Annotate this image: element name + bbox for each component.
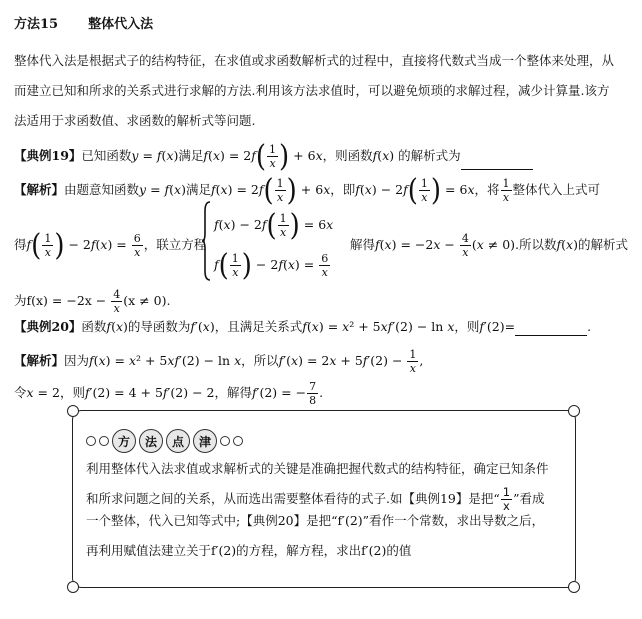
example-19: 【典例19】已知函数y = f(x)满足f(x) = 2f( $\frac{1}{x}$ ) + 6x，则函数f(x) 的解析式为 xyxy=(14,143,533,170)
example-20-tag: 【典例20】 xyxy=(14,319,82,334)
solution-19-line-3: 为f(x) = −2x − $\frac{4}{x}$ (x ≠ 0). xyxy=(14,288,171,315)
dot-icon xyxy=(99,436,109,446)
example-19-tag: 【典例19】 xyxy=(14,148,82,163)
solution-19-line-2b: 解得f(x) = −2x − $\frac{4}{x}$ (x ≠ 0).所以数f(x)的解析式 xyxy=(350,232,629,259)
solution-19-line-2a: 得f( $\frac{1}{x}$ ) − 2f(x) = $\frac{6}{x}$ ，联立方程 xyxy=(14,228,207,263)
intro-line-2: 而建立已知和所求的关系式进行求解的方法.利用该方法求值时，可以避免烦琐的求解过程，减少计算量.该方 xyxy=(14,83,610,98)
intro-line-1: 整体代入法是根据式子的结构特征，在求值或求函数解析式的过程中，直接将代数式当成一个整体来处理，从 xyxy=(14,53,615,68)
system-brace xyxy=(201,201,211,281)
tips-line-3: 一个整体，代入已知等式中;【典例20】是把“f′(2)”看作一个常数，求出导数之后， xyxy=(86,513,545,528)
system-eq-1: f(x) − 2f( $\frac{1}{x}$ ) = 6x xyxy=(214,208,334,243)
box-corner xyxy=(67,405,79,417)
box-corner xyxy=(67,581,79,593)
tips-line-1: 利用整体代入法求值或求解析式的关键是准确把握代数式的结构特征，确定已知条件 xyxy=(86,461,549,476)
intro-line-3: 法适用于求函数值、求函数的解析式等问题. xyxy=(14,113,256,128)
example-20: 【典例20】函数f(x)的导函数为f′(x)，且满足关系式f(x) = x² + 5xf′(2) − ln x，则f′(2)= . xyxy=(14,319,592,334)
answer-blank-20 xyxy=(515,323,587,336)
tips-line-2: 和所求问题之间的关系，从而选出需要整体看待的式子.如【典例19】是把“ $\frac{1}{x}$ ”看成 xyxy=(86,485,545,513)
dot-icon xyxy=(86,436,96,446)
answer-blank-19 xyxy=(461,157,533,170)
tips-line-4: 再利用赋值法建立关于f′(2)的方程，解方程，求出f′(2)的值 xyxy=(86,543,412,558)
tips-char: 方 xyxy=(112,429,136,453)
solution-20-tag: 【解析】 xyxy=(14,353,65,368)
solution-20-line-2: 令x = 2，则f′(2) = 4 + 5f′(2) − 2，解得f′(2) = − $\frac{7}{8}$ . xyxy=(14,380,324,407)
tips-header xyxy=(86,429,243,453)
tips-char: 津 xyxy=(193,429,217,453)
tips-char: 法 xyxy=(139,429,163,453)
method-title: 整体代入法 xyxy=(88,17,154,32)
solution-19-tag: 【解析】 xyxy=(14,182,65,197)
solution-20-line-1: 【解析】因为f(x) = x² + 5xf′(2) − ln x，所以f′(x) = 2x + 5f′(2) − $\frac{1}{x}$ , xyxy=(14,348,424,375)
box-corner xyxy=(568,581,580,593)
dot-icon xyxy=(233,436,243,446)
dot-icon xyxy=(220,436,230,446)
box-corner xyxy=(568,405,580,417)
tips-char: 点 xyxy=(166,429,190,453)
system-eq-2: f( $\frac{1}{x}$ ) − 2f(x) = $\frac{6}{x}$ xyxy=(214,248,329,283)
section-title xyxy=(14,16,153,34)
method-number: 方法15 xyxy=(14,17,59,32)
solution-19-line-1: 【解析】由题意知函数y = f(x)满足f(x) = 2f( $\frac{1}{x}$ ) + 6x，即f(x) − 2f( $\frac{1}{x}$ ) = 6x，将 $\frac{1}{x}$ 整体代入上式可 xyxy=(14,173,601,208)
